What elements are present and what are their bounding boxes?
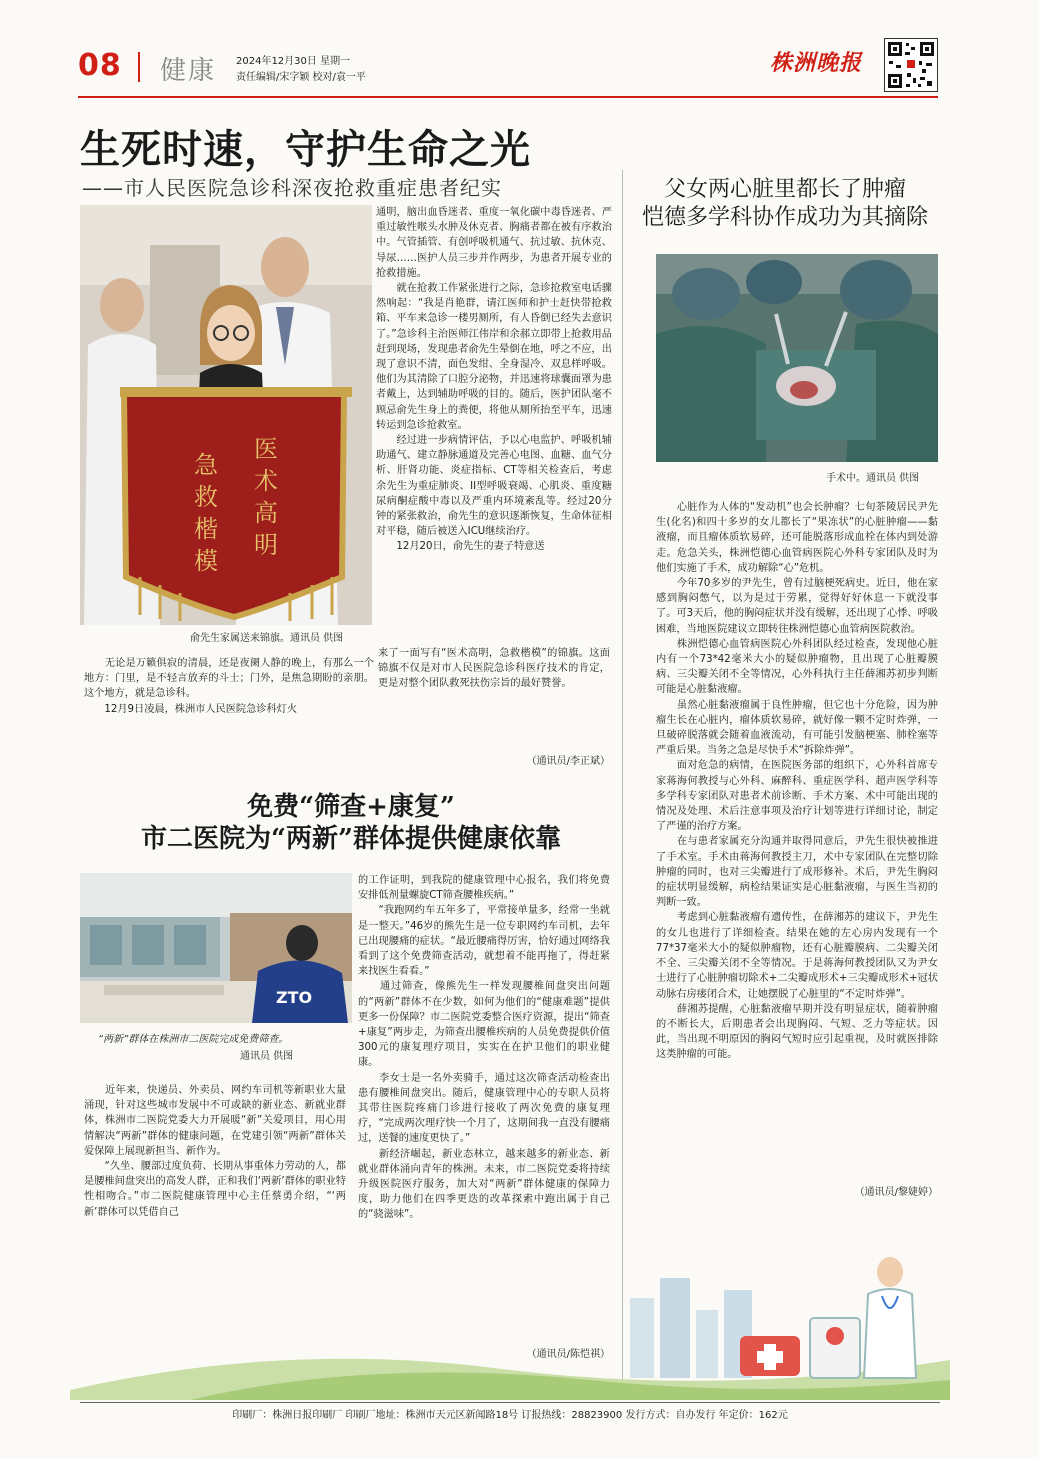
svg-text:急: 急 <box>194 451 218 479</box>
article3-body: 心脏作为人体的“发动机”也会长肿瘤？七旬茶陵居民尹先生(化名)和四十多岁的女儿都长了“果冻状”的心脏肿瘤——黏液瘤，而且瘤体质软易碎，还可能脱落形成血栓在体内到处游走。危急关头，株洲恺德心血管病医院心外科专家团队及时为他们实施了手术，成功解除“心”危机。 今年70多岁的尹先生，曾有过脑梗死病史。近日，他在家感到胸闷憋气，以为是过于劳累，觉得好好休息一下就没事了。可3天后，他的胸闷症状并没有缓解，还出现了心悸、呼吸困难，当地医院建议立即转往株洲恺德心血管病医院救治。 株洲恺德心血管病医院心外科团队经过检查，发现他心脏内有一个73*42毫米大小的疑似肿瘤物，且出现了心脏瓣膜病、三尖瓣关闭不全等情况，心外科执行主任薛湘苏初步判断可能是心脏黏液瘤。 虽然心脏黏液瘤属于良性肿瘤，但它也十分危险，因为肿瘤生长在心脏内，瘤体质软易碎，就好像一颗不定时炸弹，一旦破碎脱落就会随着血液流动，有可能引发脑梗塞、肺栓塞等严重后果。当务之急是尽快手术“拆除炸弹”。 面对危急的病情，在医院医务部的组织下，心外科首席专家蒋海何教授与心外科、麻醉科、重症医学科、超声医学科等多学科专家团队对患者术前诊断、手术方案、术中可能出现的情况及处理、术后注意事项及治疗计划等进行详细讨论，制定了严谨的治疗方案。 在与患者家属充分沟通并取得同意后，尹先生很快被推进了手术室。手术由蒋海何教授主刀，术中专家团队在完整切除肿瘤的同时，也对三尖瓣进行了成形修补。术后，尹先生胸闷的症状明显缓解，病检结果证实是心脏黏液瘤，与医生当初的判断一致。 考虑到心脏黏液瘤有遗传性，在薛湘苏的建议下，尹先生的女儿也进行了详细检查。结果在她的左心房内发现有一个77*37毫米大小的疑似肿瘤物，还有心脏瓣膜病、二尖瓣关闭不全、三尖瓣关闭不全等情况。于是蒋海何教授团队又为尹女士进行了心脏肿瘤切除术+二尖瓣成形术+三尖瓣成形术+冠状动脉右房瘘闭合术，让她摆脱了心脏里的“不定时炸弹”。 薛湘苏提醒，心脏黏液瘤早期并没有明显症状，随着肿瘤的不断长大，后期患者会出现胸闷、气短、乏力等症状。因此，当出现不明原因的胸闷气短时应引起重视，及时就医排除这类肿瘤的可能。 <box>656 502 938 1061</box>
header-rule <box>78 96 938 98</box>
article3-title-line2: 恺德多学科协作成功为其摘除 <box>641 205 928 230</box>
newspaper-logo: 株洲晚报 <box>770 50 863 76</box>
svg-text:楷: 楷 <box>194 515 218 543</box>
svg-text:模: 模 <box>194 547 218 575</box>
article1-subtitle: ——市人民医院急诊科深夜抢救重症患者纪实 <box>82 176 502 200</box>
qr-code-icon[interactable] <box>884 38 938 92</box>
article2-photo-credit: 通讯员 供图 <box>240 1051 294 1062</box>
article2-credit: （通讯员/陈恺祺） <box>526 1349 610 1360</box>
section-title: 健康 <box>160 56 217 86</box>
article3-photo-caption: 手术中。通讯员 供图 <box>826 473 920 484</box>
article1-column-2: 无论是万籁俱寂的清晨，还是夜阑人静的晚上，有那么一个地方：门里，是不轻言放弃的斗士；门外，是焦急期盼的亲朋。这个地方，就是急诊科。 12月9日凌晨，株洲市人民医院急诊科灯火 <box>84 658 374 715</box>
svg-text:ZTO: ZTO <box>276 988 313 1007</box>
article3-credit: （通讯员/黎婕婷） <box>854 1187 938 1198</box>
article2-column-2: 的工作证明，到我院的健康管理中心报名，我们将免费安排低剂量螺旋CT筛查腰椎疾病。” “我跑网约车五年多了，平常接单量多，经常一坐就是一整天。”46岁的熊先生是一位专职网约车司机，去年已出现腰痛的症状。“最近腰痛得厉害，恰好通过网络我看到了这个免费筛查活动，就想着不能再拖了，得赶紧来找医生看看。” 通过筛查，像熊先生一样发现腰椎间盘突出问题的“两新”群体不在少数，如何为他们的“健康难题”提供更多一份保障？市二医院党委整合医疗资源，提出“筛查+康复”两步走，为筛查出腰椎疾病的人员免费提供价值300元的康复理疗项目，实实在在护卫他们的职业健康。 李女士是一名外卖骑手，通过这次筛查活动检查出患有腰椎间盘突出。随后，健康管理中心的专职人员将其带往医院疼痛门诊进行接收了两次免费的康复理疗，“完成两次理疗快一个月了，这期间我一直没有腰痛过，送餐的速度更快了。” 新经济崛起，新业态林立，越来越多的新业态、新就业群体涌向青年的株洲。未来，市二医院党委将持续升级医院医疗服务，加大对“两新”群体健康的保障力度，助力他们在四季更迭的改革探索中跑出属于自己的“骁滋味”。 <box>358 875 610 1221</box>
article3-title-line1: 父女两心脏里都长了肿瘤 <box>663 177 906 202</box>
issue-date: 2024年12月30日 星期一 <box>236 56 351 67</box>
article3-photo <box>656 254 938 462</box>
article2-photo <box>80 873 352 1023</box>
article2-title-line1: 免费“筛查+康复” <box>247 792 455 822</box>
svg-text:高: 高 <box>254 499 278 527</box>
print-info-footer: 印刷厂：株洲日报印刷厂 印刷厂地址：株洲市天元区新闻路18号 订报热线：28823900 发行方式：自办发行 年定价：162元 <box>232 1410 788 1421</box>
svg-text:术: 术 <box>254 467 278 495</box>
article2-title-line2: 市二医院为“两新”群体提供健康依靠 <box>141 824 561 854</box>
article1-column-1: 通明，脑出血昏迷者、重度一氧化碳中毒昏迷者、严重过敏性喉头水肿及休克者、胸痛者都在被有序救治中。气管插管、有创呼吸机通气、抗过敏、抗休克、导尿……医护人员三步并作两步，为患者开展专业的抢救措施。 就在抢救工作紧张进行之际，急诊抢救室电话骤然响起：“我是肖艳群，请江医师和护士赶快带抢救箱、平车来急诊一楼男厕所，有人昏倒已经失去意识了。”急诊科主治医师江伟岸和余郝立即带上抢救用品赶到现场，发现患者俞先生晕倒在地，呼之不应，出现了意识不清，面色发绀、全身湿冷、双息样呼吸。他们为其清除了口腔分泌物，并迅速将球囊面罩为患者戴上，达到辅助呼吸的目的。随后，医护团队毫不顾忌俞先生身上的粪便，将他从厕所抬至平车，迅速转运到急诊抢救室。 经过进一步病情评估，予以心电监护、呼吸机辅助通气、建立静脉通道及完善心电图、血糖、血气分析、肝肾功能、炎症指标、CT等相关检查后，考虑余先生为重症肺炎、II型呼吸衰竭、心肌炎、重度糖尿病酮症酸中毒以及严重内环境紊乱等。经过20分钟的紧张救治，俞先生的意识逐渐恢复，生命体征相对平稳，随后被送入ICU继续治疗。 12月20日，俞先生的妻子特意送 <box>376 207 612 553</box>
editor-credit: 责任编辑/宋字颖 校对/袁一平 <box>236 72 366 83</box>
article2-column-1: 近年来，快递员、外卖员、网约车司机等新职业大量涌现，针对这些城市发展中不可或缺的新业态、新就业群体，株洲市二医院党委大力开展暖“新”关爱项目，用心用情解决“两新”群体的健康问题，在党建引领“两新”群体关爱保障上展现新担当、新作为。 “久坐、腰部过度负荷、长期从事重体力劳动的人，都是腰椎间盘突出的高发人群，正和我们‘两新’群体的职业特性相吻合。”市二医院健康管理中心主任蔡勇介绍，“‘两新’群体可以凭借自己 <box>84 1085 346 1218</box>
article2-photo-caption: “两新”群体在株洲市二医院完成免费筛查。 <box>98 1034 289 1045</box>
header-separator <box>138 52 140 82</box>
article1-photo-caption: 俞先生家属送来锦旗。通讯员 供图 <box>190 633 344 644</box>
column-divider <box>622 170 623 1380</box>
svg-text:医: 医 <box>254 435 278 463</box>
svg-text:救: 救 <box>194 483 218 511</box>
article1-column-3: 来了一面写有“医术高明，急救楷模”的锦旗。这面锦旗不仅是对市人民医院急诊科医疗技术的肯定，更是对整个团队救死扶伤宗旨的最好赞誉。 <box>378 648 610 690</box>
svg-text:明: 明 <box>254 531 278 559</box>
health-illustration <box>70 1240 950 1400</box>
article1-credit: （通讯员/李正斌） <box>526 756 610 767</box>
article1-photo <box>80 205 372 625</box>
article1-title: 生死时速，守护生命之光 <box>80 126 531 173</box>
page-number: 08 <box>78 48 122 83</box>
footer-rule <box>80 1402 940 1403</box>
